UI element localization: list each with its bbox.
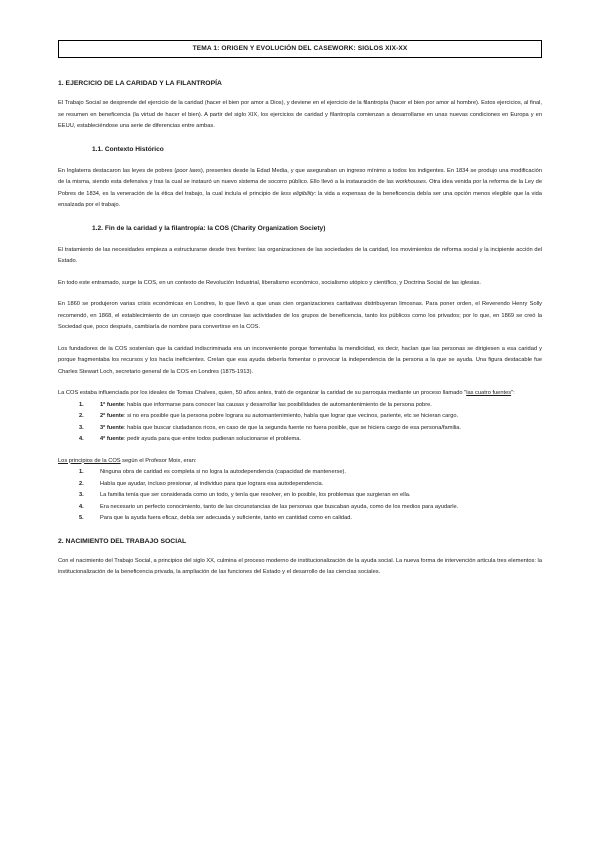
term-principios: Los principios de la COS [58, 457, 121, 464]
list-item [58, 434, 542, 446]
list-number: 4. [79, 503, 84, 510]
subsection-1-2-paragraph-1: El tratamiento de las necesidades empieza a estructurarse desde tres frentes: las organizaciones de las sociedades de la caridad, los movimientos de reforma social y la incipiente acción del Estado. [58, 246, 542, 264]
list-text: Ninguna obra de caridad es completa si no logra la autodependencia (capacidad de mantenerse). [100, 469, 346, 475]
list-item [58, 502, 542, 514]
list-text: : si no era posible que la persona pobre lograra su automantenimiento, había que lograr que vecinos, pariente, etc se hicieran cargo. [123, 413, 459, 419]
list-lead: 2ª fuente [100, 413, 124, 419]
subsection-1-1-heading: 1.1. Contexto Histórico [92, 145, 164, 153]
section-2-paragraph: Con el nacimiento del Trabajo Social, a principios del siglo XX, culmina el proceso moderno de institucionalización de la ayuda social. La nueva forma de intervención articula tres elementos: la institucionalización de la beneficencia privada, la ampliación de las funciones del Estado y el desarrollo de las ciencias sociales. [58, 557, 542, 575]
subsection-1-2-heading: 1.2. Fin de la caridad y la filantropía: la COS (Charity Organization Society) [92, 224, 326, 232]
subsection-1-2-paragraph-3: En 1860 se produjeron varias crisis económicas en Londres, lo que llevó a que unas cien organizaciones caritativas distribuyeran limosnas. Para poner orden, el Reverendo Henry Solly recomendó, en 1868, el establecimiento de un consejo que coordinase las actividades de los grupos de beneficencia, tanto los públicos como los privados; por lo que, en 1869 se creó la Sociedad que, poco después, cambiaría de nombre para convertirse en la COS. [58, 301, 542, 330]
list-number: 1. [79, 469, 84, 475]
list-item [58, 490, 542, 502]
list-number: 4. [79, 436, 84, 442]
list-lead: 4ª fuente [100, 436, 124, 442]
list-item [58, 400, 542, 412]
list-lead: 1ª fuente [100, 401, 124, 408]
list-item [58, 513, 542, 525]
subsection-1-2-paragraph-2: En todo este entramado, surge la COS, en un contexto de Revolución Industrial, liberalismo económico, socialismo utópico y científico, y Doctrina Social de las iglesias. [58, 279, 481, 286]
document-page [58, 40, 542, 579]
list-item [58, 467, 542, 479]
list-text: Había que ayudar, incluso presionar, al individuo para que lograra esa autodependencia. [100, 480, 324, 487]
section-2-heading: 2. NACIMIENTO DEL TRABAJO SOCIAL [58, 537, 187, 545]
term-poor-laws: poor laws [176, 167, 201, 174]
list-number: 3. [79, 424, 84, 431]
list-text: : había que informarse para conocer las causas y desarrollar las posibilidades de automantenimiento de la persona pobre. [123, 401, 432, 408]
list-number: 3. [79, 492, 84, 498]
text-run: En Inglaterra destacaron las leyes de pobres ( [58, 167, 177, 174]
section-1-heading: 1. EJERCICIO DE LA CARIDAD Y LA FILANTROPÍA [58, 80, 222, 87]
list-text: : había que buscar ciudadanos ricos, en caso de que la segunda fuente no fuera posible, que se hiciera cargo de esa persona/familia. [123, 424, 461, 431]
list-item [58, 423, 542, 435]
document-title: TEMA 1: ORIGEN Y EVOLUCIÓN DEL CASEWORK: SIGLOS XIX-XX [58, 40, 542, 58]
list-item [58, 411, 542, 423]
principios-intro [58, 456, 542, 468]
term-cuatro-fuentes: las cuatro fuentes [466, 390, 512, 396]
list-number: 2. [79, 480, 84, 487]
list-number: 2. [79, 413, 84, 419]
principios-list [58, 467, 542, 525]
list-text: : pedir ayuda para que entre todos pudieran solucionarse el problema. [123, 436, 301, 442]
list-number: 1. [79, 401, 84, 408]
text-run: ), presentes desde la Edad Media, y que aseguraban un ingreso mínimo a todos los indigentes. En 1834 se produjo una modificación de la misma, siendo esta defensiva y tras la cual se instauró un nuevo sistema de socorro público. Ello llevó a la instauración de las [58, 167, 542, 185]
section-1-intro: El Trabajo Social se desprende del ejercicio de la caridad (hacer el bien por amor a Dios), y deviene en el ejercicio de la filantropía (hacer el bien por amor al hombre). Estos ejercicios, al final, se resumen en beneficencia (la virtud de hacer el bien). A partir del siglo XIX, los ejercicios de caridad y filantropía comienzan a desarrollarse en unas nuevas condiciones en Europa y en EEUU, estableciéndose una serie de diferencias entre ambas. [58, 100, 542, 129]
text-run: : la vida a expensas de la beneficencia debía ser una opción menos elegible que la vida ensalzada por el trabajo. [58, 190, 542, 208]
subsection-1-1-paragraph [58, 166, 542, 212]
text-run: La COS estaba influenciada por los ideales de Tomas Chalves, quien, 50 años antes, trató de organizar la caridad de su parroquia mediante un proceso llamado " [58, 390, 467, 396]
list-text: La familia tenía que ser considerada como un todo, y tenía que resolver, en lo posible, los problemas que surgieran en ella. [100, 492, 411, 498]
term-workhouses: workhouses [395, 179, 426, 185]
fuentes-list [58, 400, 542, 446]
text-run: ": [511, 390, 515, 396]
list-number: 5. [79, 515, 84, 521]
text-run: según el Profesor Moix, eran: [120, 457, 197, 464]
list-lead: 3ª fuente [100, 424, 124, 431]
subsection-1-2-paragraph-5 [58, 388, 542, 400]
list-text: Era necesario un perfecto conocimiento, tanto de las circunstancias de las personas que buscaban ayuda, como de los medios para ayudarle. [100, 503, 459, 510]
text-run: . Otra idea venida por la reforma de la Ley de Pobres de 1834, es la veneración de la ética del trabajo, la cual incluía el principio de [58, 179, 542, 197]
list-item [58, 479, 542, 491]
subsection-1-2-paragraph-4: Los fundadores de la COS sostenían que la caridad indiscriminada era un inconveniente porque fomentaba la mendicidad, es decir, hacían que las personas se dirigiesen a esa caridad y porque fragmentaba los recursos y los hacía ineficientes. Creían que esa ayuda debería fomentar o provocar la independencia de la persona a la que se ayuda. Una figura destacable fue Charles Stewart Loch, secretario general de la COS en Londres (1875-1913). [58, 345, 542, 375]
term-less-eligibility: less eligibility [280, 190, 315, 197]
list-text: Para que la ayuda fuera eficaz, debía ser adecuada y suficiente, tanto en cantidad como en calidad. [100, 515, 352, 521]
